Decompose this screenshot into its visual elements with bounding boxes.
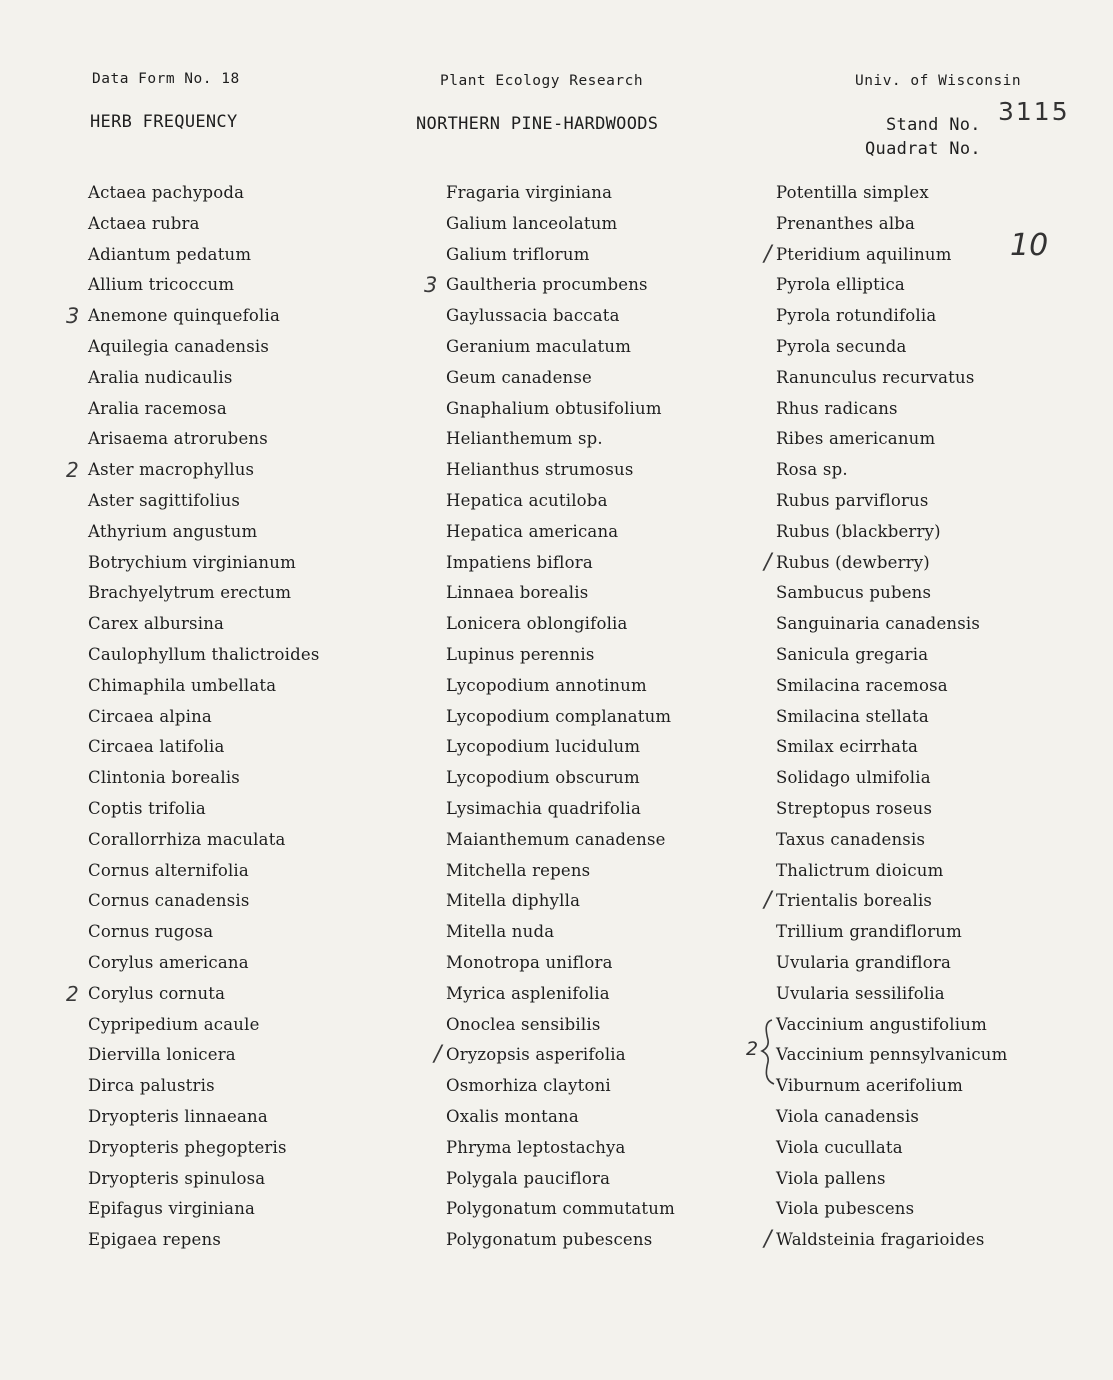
- species-row: [776, 825, 1007, 856]
- species-name: Viola pubescens: [776, 1199, 915, 1219]
- species-row: [446, 1194, 675, 1225]
- species-name: Myrica asplenifolia: [446, 983, 610, 1003]
- frequency-mark: /: [764, 241, 772, 267]
- species-name: Waldsteinia fragarioides: [776, 1230, 985, 1250]
- species-row: [776, 732, 1007, 763]
- stand-number-label: Stand No.: [886, 115, 981, 135]
- species-row: [776, 917, 1007, 948]
- species-row: [776, 517, 1007, 548]
- species-row: [764, 240, 1007, 271]
- species-row: [764, 548, 1007, 579]
- species-name: Cypripedium acaule: [88, 1014, 260, 1034]
- species-name: Solidago ulmifolia: [776, 768, 931, 788]
- species-name: Sanicula gregaria: [776, 644, 929, 664]
- species-name: Rubus (blackberry): [776, 521, 941, 541]
- species-row: [88, 609, 320, 640]
- organization-label: Plant Ecology Research: [440, 73, 644, 89]
- species-name: Rubus (dewberry): [776, 552, 930, 572]
- species-row: [776, 1071, 1007, 1102]
- species-name: Gaultheria procumbens: [446, 275, 648, 295]
- species-name: Vaccinium pennsylvanicum: [776, 1045, 1008, 1065]
- species-name: Maianthemum canadense: [446, 829, 666, 849]
- species-column-1: [66, 178, 320, 1256]
- species-name: Linnaea borealis: [446, 583, 589, 603]
- species-row: [88, 640, 320, 671]
- species-row: [776, 671, 1007, 702]
- species-row: [446, 702, 675, 733]
- species-row: [776, 209, 1007, 240]
- species-row: [446, 1010, 675, 1041]
- species-row: [446, 640, 675, 671]
- species-row: [446, 609, 675, 640]
- species-name: Smilax ecirrhata: [776, 737, 919, 757]
- species-name: Oxalis montana: [446, 1106, 579, 1126]
- species-name: Rubus parviflorus: [776, 490, 929, 510]
- species-row: [446, 578, 675, 609]
- frequency-mark: /: [434, 1042, 442, 1068]
- species-row: [446, 548, 675, 579]
- species-name: Epigaea repens: [88, 1230, 222, 1250]
- species-name: Polygala pauciflora: [446, 1168, 611, 1188]
- species-name: Epifagus virginiana: [88, 1199, 256, 1219]
- species-name: Uvularia grandiflora: [776, 952, 952, 972]
- species-name: Sambucus pubens: [776, 583, 932, 603]
- species-row: [446, 979, 675, 1010]
- species-name: Monotropa uniflora: [446, 952, 613, 972]
- species-row: [88, 763, 320, 794]
- species-name: Botrychium virginianum: [88, 552, 296, 572]
- species-row: [446, 240, 675, 271]
- species-name: Athyrium angustum: [88, 521, 258, 541]
- species-name: Pteridium aquilinum: [776, 244, 952, 264]
- species-name: Helianthus strumosus: [446, 460, 634, 480]
- species-row: [446, 794, 675, 825]
- species-row: [446, 394, 675, 425]
- species-row: [88, 825, 320, 856]
- species-name: Gnaphalium obtusifolium: [446, 398, 662, 418]
- species-row: [88, 856, 320, 887]
- species-name: Phryma leptostachya: [446, 1137, 626, 1157]
- species-row: [776, 332, 1007, 363]
- species-row: [776, 1133, 1007, 1164]
- species-name: Aquilegia canadensis: [88, 336, 270, 356]
- species-row: [776, 1040, 1007, 1071]
- species-name: Osmorhiza claytoni: [446, 1076, 611, 1096]
- species-name: Diervilla lonicera: [88, 1045, 236, 1065]
- species-row: [776, 178, 1007, 209]
- species-row: [446, 455, 675, 486]
- species-name: Galium lanceolatum: [446, 213, 618, 233]
- species-name: Corylus americana: [88, 952, 249, 972]
- species-row: [776, 578, 1007, 609]
- species-row: [446, 825, 675, 856]
- species-row: [446, 209, 675, 240]
- species-row: [88, 486, 320, 517]
- species-row: [88, 794, 320, 825]
- species-name: Arisaema atrorubens: [88, 429, 268, 449]
- species-row: [88, 517, 320, 548]
- species-name: Chimaphila umbellata: [88, 675, 277, 695]
- species-name: Ribes americanum: [776, 429, 936, 449]
- species-name: Pyrola elliptica: [776, 275, 905, 295]
- species-name: Smilacina stellata: [776, 706, 929, 726]
- species-name: Polygonatum pubescens: [446, 1230, 653, 1250]
- species-name: Gaylussacia baccata: [446, 306, 620, 326]
- species-row: [446, 763, 675, 794]
- species-row: [446, 363, 675, 394]
- species-name: Mitella diphylla: [446, 891, 581, 911]
- species-name: Smilacina racemosa: [776, 675, 948, 695]
- species-row: [88, 578, 320, 609]
- species-name: Taxus canadensis: [776, 829, 926, 849]
- species-row: [776, 1194, 1007, 1225]
- species-row: [434, 1040, 675, 1071]
- species-row: [776, 979, 1007, 1010]
- species-name: Hepatica acutiloba: [446, 490, 608, 510]
- species-name: Aster sagittifolius: [88, 490, 241, 510]
- species-name: Geum canadense: [446, 367, 592, 387]
- species-row: [88, 548, 320, 579]
- species-name: Mitella nuda: [446, 922, 555, 942]
- species-name: Corylus cornuta: [88, 983, 226, 1003]
- species-row: [446, 1071, 675, 1102]
- species-row: [88, 178, 320, 209]
- species-row: [446, 332, 675, 363]
- frequency-mark: /: [764, 549, 772, 575]
- species-row: [446, 178, 675, 209]
- species-row: [446, 917, 675, 948]
- species-name: Galium triflorum: [446, 244, 590, 264]
- species-row: [776, 763, 1007, 794]
- species-row: [66, 979, 320, 1010]
- species-name: Corallorrhiza maculata: [88, 829, 286, 849]
- species-name: Rhus radicans: [776, 398, 898, 418]
- species-row: [88, 948, 320, 979]
- species-row: [446, 1225, 675, 1256]
- species-name: Trillium grandiflorum: [776, 922, 962, 942]
- species-name: Lycopodium annotinum: [446, 675, 647, 695]
- species-row: [446, 1102, 675, 1133]
- species-name: Helianthemum sp.: [446, 429, 603, 449]
- species-name: Viola canadensis: [776, 1106, 920, 1126]
- species-name: Clintonia borealis: [88, 768, 240, 788]
- species-name: Uvularia sessilifolia: [776, 983, 945, 1003]
- species-row: [88, 1010, 320, 1041]
- species-row: [776, 1164, 1007, 1195]
- species-row: [88, 732, 320, 763]
- frequency-mark: 2: [66, 458, 79, 483]
- species-name: Caulophyllum thalictroides: [88, 644, 320, 664]
- species-row: [446, 1133, 675, 1164]
- species-row: [776, 702, 1007, 733]
- species-name: Sanguinaria canadensis: [776, 614, 981, 634]
- species-row: [88, 394, 320, 425]
- species-row: [776, 1102, 1007, 1133]
- species-name: Cornus alternifolia: [88, 860, 249, 880]
- species-name: Pyrola secunda: [776, 336, 907, 356]
- species-name: Cornus rugosa: [88, 922, 214, 942]
- species-row: [88, 209, 320, 240]
- species-name: Streptopus roseus: [776, 798, 933, 818]
- species-row: [88, 1071, 320, 1102]
- species-row: [88, 332, 320, 363]
- species-row: [88, 1194, 320, 1225]
- species-row: [446, 517, 675, 548]
- species-row: [88, 270, 320, 301]
- species-name: Actaea rubra: [88, 213, 200, 233]
- species-name: Aralia racemosa: [88, 398, 227, 418]
- species-name: Lonicera oblongifolia: [446, 614, 628, 634]
- species-name: Vaccinium angustifolium: [776, 1014, 987, 1034]
- species-name: Viburnum acerifolium: [776, 1076, 963, 1096]
- species-name: Potentilla simplex: [776, 183, 929, 202]
- quadrat-number-label: Quadrat No.: [865, 139, 981, 159]
- form-subtitle: NORTHERN PINE-HARDWOODS: [416, 114, 659, 134]
- pteridium-count-annotation: 10: [1010, 228, 1049, 263]
- species-row: [446, 732, 675, 763]
- species-name: Ranunculus recurvatus: [776, 367, 975, 387]
- species-row: [88, 1102, 320, 1133]
- species-name: Adiantum pedatum: [88, 244, 252, 264]
- form-number: Data Form No. 18: [92, 71, 240, 87]
- species-row: [776, 394, 1007, 425]
- species-name: Viola pallens: [776, 1168, 886, 1188]
- species-name: Pyrola rotundifolia: [776, 306, 937, 326]
- species-row: [776, 301, 1007, 332]
- species-row: [88, 1225, 320, 1256]
- species-row: [88, 363, 320, 394]
- species-row: [446, 948, 675, 979]
- species-row: [66, 301, 320, 332]
- species-column-2: [424, 178, 675, 1256]
- species-column-3: [764, 178, 1008, 1256]
- frequency-mark: 3: [424, 273, 438, 298]
- species-name: Lycopodium obscurum: [446, 768, 640, 788]
- species-row: [776, 948, 1007, 979]
- species-name: Hepatica americana: [446, 521, 619, 541]
- species-row: [776, 486, 1007, 517]
- species-row: [764, 1225, 1007, 1256]
- species-name: Brachyelytrum erectum: [88, 583, 292, 603]
- species-name: Carex albursina: [88, 614, 225, 634]
- species-name: Onoclea sensibilis: [446, 1014, 601, 1034]
- species-row: [776, 640, 1007, 671]
- species-row: [446, 671, 675, 702]
- species-row: [776, 856, 1007, 887]
- species-row: [88, 671, 320, 702]
- species-name: Fragaria virginiana: [446, 183, 613, 202]
- species-row: [776, 794, 1007, 825]
- species-name: Mitchella repens: [446, 860, 591, 880]
- species-row: [446, 486, 675, 517]
- frequency-mark: 3: [66, 304, 80, 329]
- species-row: [446, 886, 675, 917]
- species-name: Circaea alpina: [88, 706, 212, 726]
- species-name: Actaea pachypoda: [88, 183, 245, 202]
- species-name: Rosa sp.: [776, 460, 848, 480]
- species-row: [764, 886, 1007, 917]
- stand-number-value: 3115: [998, 97, 1070, 126]
- species-name: Viola cucullata: [776, 1137, 903, 1157]
- frequency-mark: 2: [66, 981, 79, 1006]
- university-label: Univ. of Wisconsin: [855, 73, 1022, 89]
- species-name: Geranium maculatum: [446, 336, 632, 356]
- species-row: [776, 609, 1007, 640]
- form-title: HERB FREQUENCY: [90, 112, 238, 132]
- species-name: Dirca palustris: [88, 1076, 215, 1096]
- species-name: Aster macrophyllus: [88, 460, 255, 480]
- species-name: Thalictrum dioicum: [776, 860, 944, 880]
- species-name: Cornus canadensis: [88, 891, 250, 911]
- species-name: Lycopodium complanatum: [446, 706, 672, 726]
- species-row: [776, 455, 1007, 486]
- frequency-mark: /: [764, 1227, 772, 1253]
- species-row: [88, 1164, 320, 1195]
- species-row: [88, 1133, 320, 1164]
- species-name: Impatiens biflora: [446, 552, 593, 572]
- species-row: [446, 424, 675, 455]
- species-row: [88, 240, 320, 271]
- vaccinium-count-annotation: 2: [746, 1038, 759, 1060]
- species-name: Polygonatum commutatum: [446, 1199, 675, 1219]
- vaccinium-bracket-icon: [754, 1018, 784, 1088]
- species-name: Dryopteris linnaeana: [88, 1106, 268, 1126]
- species-row: [88, 424, 320, 455]
- species-name: Dryopteris spinulosa: [88, 1168, 266, 1188]
- species-row: [446, 856, 675, 887]
- species-name: Trientalis borealis: [776, 891, 933, 911]
- species-name: Lupinus perennis: [446, 644, 595, 664]
- species-row: [88, 702, 320, 733]
- species-row: [446, 1164, 675, 1195]
- species-name: Oryzopsis asperifolia: [446, 1045, 626, 1065]
- species-name: Lycopodium lucidulum: [446, 737, 641, 757]
- species-name: Coptis trifolia: [88, 798, 206, 818]
- species-row: [776, 1010, 1007, 1041]
- species-row: [88, 1040, 320, 1071]
- species-name: Allium tricoccum: [88, 275, 235, 295]
- species-row: [66, 455, 320, 486]
- species-row: [776, 363, 1007, 394]
- species-name: Aralia nudicaulis: [88, 367, 233, 387]
- species-name: Prenanthes alba: [776, 213, 916, 233]
- species-row: [776, 270, 1007, 301]
- species-row: [446, 301, 675, 332]
- species-name: Circaea latifolia: [88, 737, 225, 757]
- species-name: Anemone quinquefolia: [88, 306, 281, 326]
- species-row: [776, 424, 1007, 455]
- species-row: [88, 886, 320, 917]
- species-row: [88, 917, 320, 948]
- species-name: Lysimachia quadrifolia: [446, 798, 642, 818]
- frequency-mark: /: [764, 888, 772, 914]
- species-row: [424, 270, 675, 301]
- species-name: Dryopteris phegopteris: [88, 1137, 287, 1157]
